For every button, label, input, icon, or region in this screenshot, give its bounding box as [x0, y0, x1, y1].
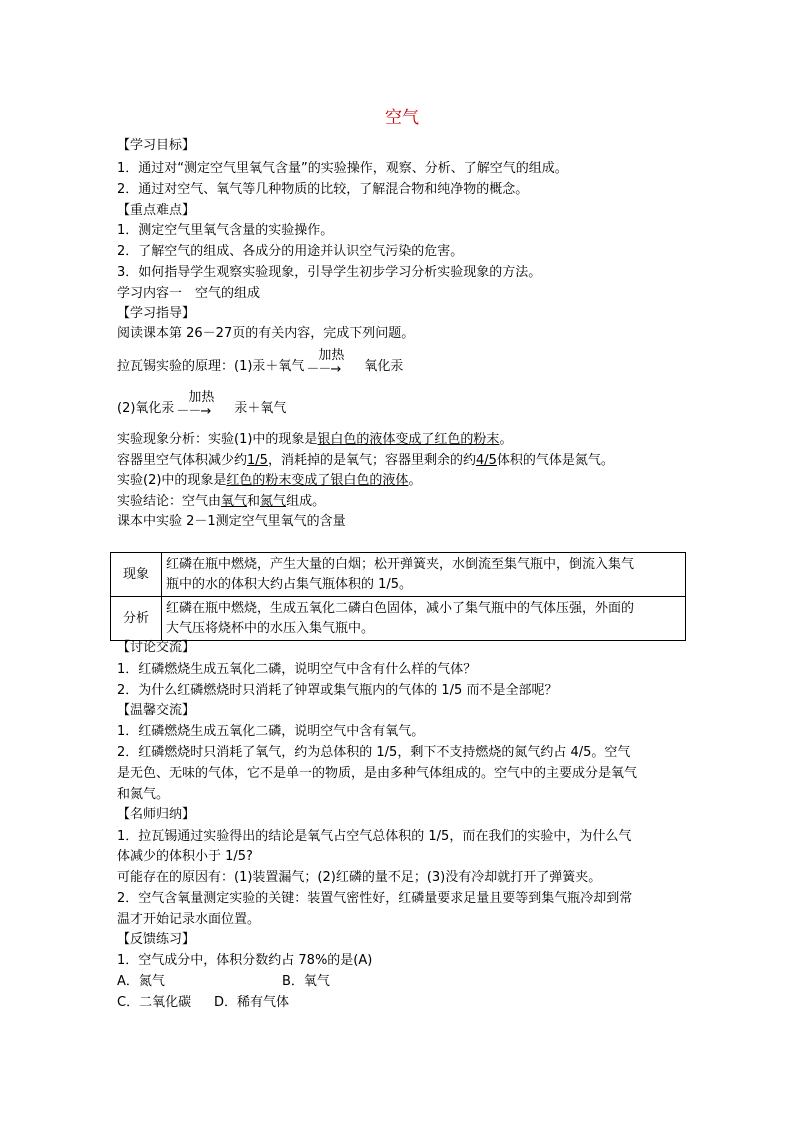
reaction-condition: 加热: [318, 347, 345, 363]
key-item: 3．如何指导学生观察实验现象，引导学生初步学习分析实验现象的方法。: [117, 265, 542, 280]
discuss-item: 2．为什么红磷燃烧时只消耗了钟罩或集气瓶内的气体的 1/5 而不是全部呢？: [117, 683, 558, 698]
option-b: B．氧气: [282, 974, 330, 989]
answer-blank: 4/5: [475, 453, 497, 468]
answer-blank: 氮气: [260, 494, 287, 509]
summary-line: 体减少的体积小于 1/5?: [117, 849, 253, 864]
tips-line: 2．红磷燃烧时只消耗了氧气，约为总体积的 1/5，剩下不支持燃烧的氮气约占 4/5。空气: [117, 745, 631, 760]
answer-blank: 银白色的液体变成了红色的粉末: [317, 432, 500, 447]
key-item: 1．测定空气里氧气含量的实验操作。: [117, 223, 334, 238]
section-heading: 【学习目标】: [117, 138, 196, 153]
section-heading: 【讨论交流】: [117, 640, 196, 655]
content-title: 学习内容一 空气的组成: [117, 286, 261, 301]
row-header: 现象: [111, 553, 162, 597]
section-heading: 【反馈练习】: [117, 932, 196, 947]
tips-line: 和氮气。: [117, 787, 170, 802]
tips-line: 是无色、无味的气体，它不是单一的物质，是由多种气体组成的。空气中的主要成分是氧气: [117, 766, 638, 781]
tips-line: 1．红磷燃烧生成五氧化二磷，说明空气中含有氧气。: [117, 724, 425, 739]
key-item: 2．了解空气的组成、各成分的用途并认识空气污染的危害。: [117, 244, 464, 259]
goal-item: 2．通过对空气、氧气等几种物质的比较，了解混合物和纯净物的概念。: [117, 182, 529, 197]
reaction-arrow: 加热 －－→: [176, 389, 215, 419]
principle-1: 拉瓦锡实验的原理：(1)汞＋氧气 加热 －－→ 氧化汞: [117, 347, 404, 377]
conclusion-line: 实验结论：空气由氧气和氮气组成。: [117, 494, 326, 509]
answer-blank: 氧气: [221, 494, 248, 509]
answer-blank: 红色的粉末变成了银白色的液体: [226, 473, 409, 488]
question: 1．空气成分中，体积分数约占 78%的是(A): [117, 953, 373, 968]
summary-line: 2．空气含氧量测定实验的关键：装置气密性好，红磷量要求足量且要等到集气瓶冷却到常: [117, 891, 633, 906]
option-c: C．二氧化碳: [117, 995, 192, 1010]
reaction-arrow: 加热 －－→: [306, 347, 345, 377]
guide-text: 阅读课本第 26－27页的有关内容，完成下列问题。: [117, 326, 415, 341]
principle-2: (2)氧化汞 加热 －－→ 汞＋氧气: [117, 389, 287, 419]
section-heading: 【温馨交流】: [117, 703, 196, 718]
row-header: 分析: [111, 597, 162, 641]
option-d: D．稀有气体: [214, 995, 290, 1010]
summary-line: 1．拉瓦锡通过实验得出的结论是氧气占空气总体积的 1/5，而在我们的实验中，为什么气: [117, 829, 632, 844]
page-title: 空气: [385, 108, 419, 128]
table-cell: 红磷在瓶中燃烧，生成五氧化二磷白色固体，减小了集气瓶中的气体压强，外面的 大气压将烧杯中的水压入集气瓶中。: [162, 597, 686, 641]
table-row: [111, 553, 686, 597]
section-heading: 【名师归纳】: [117, 807, 196, 822]
goal-item: 1．通过对“测定空气里氧气含量”的实验操作，观察、分析、了解空气的组成。: [117, 161, 568, 176]
analysis-line: 容器里空气体积减少约1/5，消耗掉的是氧气；容器里剩余的约4/5体积的气体是氮气。: [117, 453, 614, 468]
table-cell: 红磷在瓶中燃烧，产生大量的白烟；松开弹簧夹，水倒流至集气瓶中，倒流入集气 瓶中的水的体积大约占集气瓶体积的 1/5。: [162, 553, 686, 597]
option-a: A．氮气: [117, 974, 165, 989]
experiment-table: [110, 552, 686, 641]
analysis-line: 实验现象分析：实验(1)中的现象是银白色的液体变成了红色的粉末。: [117, 432, 513, 447]
answer-blank: 1/5: [247, 453, 268, 468]
section-heading: 【重点难点】: [117, 203, 196, 218]
section-heading: 【学习指导】: [117, 306, 196, 321]
analysis-line: 实验(2)中的现象是红色的粉末变成了银白色的液体。: [117, 473, 422, 488]
summary-line: 温才开始记录水面位置。: [117, 912, 261, 927]
table-row: [111, 597, 686, 641]
reaction-condition: 加热: [188, 389, 215, 405]
discuss-item: 1．红磷燃烧生成五氧化二磷，说明空气中含有什么样的气体？: [117, 662, 477, 677]
summary-line: 可能存在的原因有：(1)装置漏气；(2)红磷的量不足；(3)没有冷却就打开了弹簧夹。: [117, 870, 602, 885]
experiment-title: 课本中实验 2－1测定空气里氧气的含量: [117, 514, 346, 529]
